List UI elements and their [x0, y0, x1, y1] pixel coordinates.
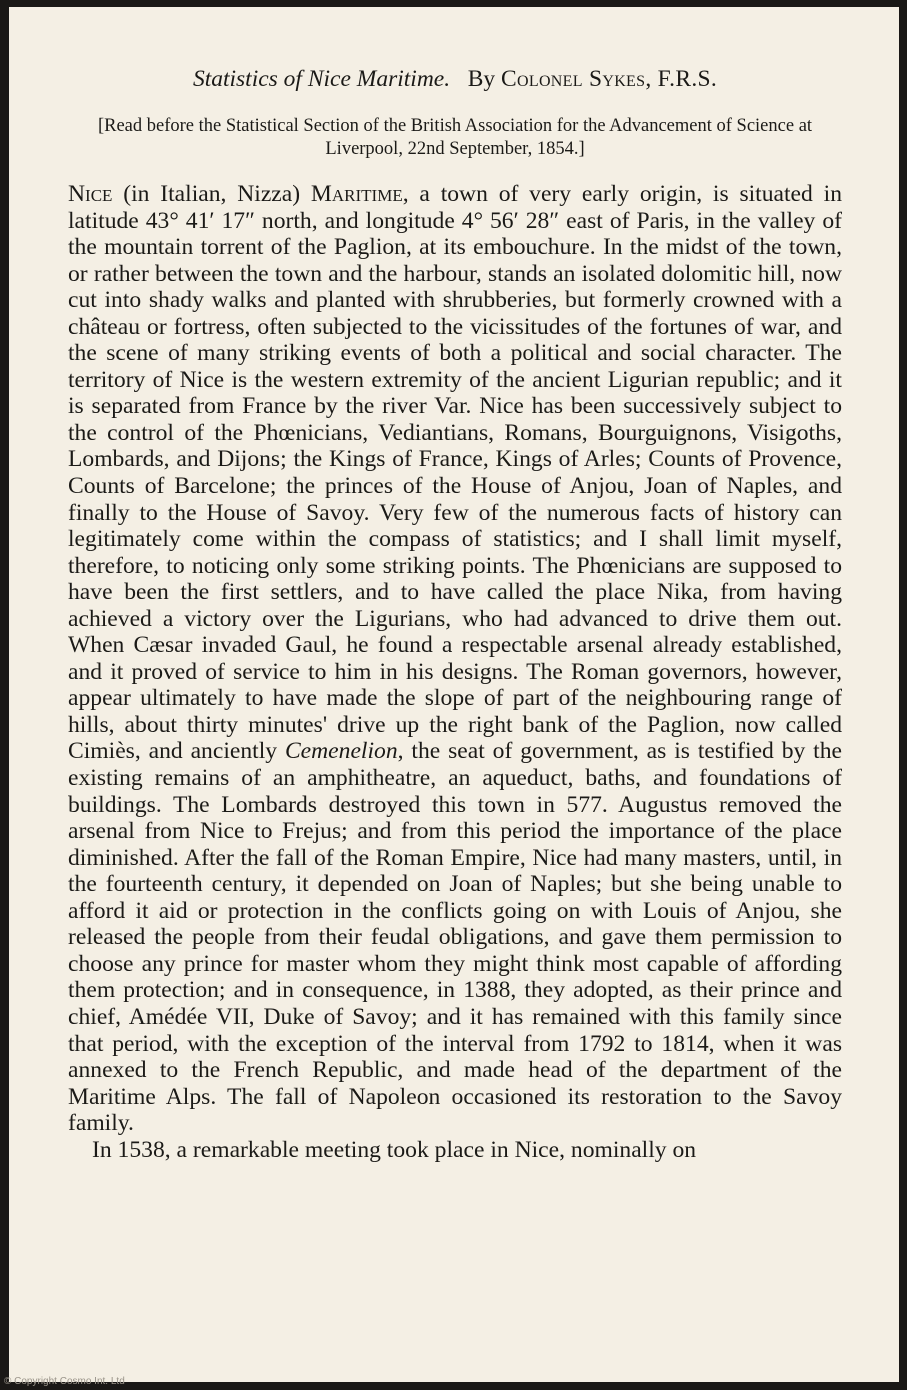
paragraph-1-part-1: (in Italian, Nizza)	[112, 181, 311, 207]
title-by: By	[467, 66, 496, 92]
italic-cemenelion: Cemenelion	[284, 738, 398, 765]
title-author: Colonel Sykes, F.R.S.	[501, 66, 718, 92]
read-note: [Read before the Statistical Section of the British Association for the Advancement of Science at Liverpool, 22nd September, 1854.]	[97, 116, 813, 159]
copyright-notice: © Copyright Cosmo Int. Ltd	[4, 1376, 125, 1387]
paragraph-2: In 1538, a remarkable meeting took place in Nice, nominally on	[92, 1136, 697, 1163]
title-main: Statistics of Nice Maritime.	[192, 66, 451, 92]
document-page	[9, 7, 899, 1382]
paragraph-1-part-3: , the seat of government, as is testified by the existing remains of an amphitheatre, an aqueduct, baths, and foundations of buildings. The Lombards destroyed this town in 577. Augustus removed the arsenal from Nice to Frejus; and from this period the importance of the place diminished. After the fall of the Roman Empire, Nice had many masters, until, in the fourteenth century, it depended on Joan of Naples; but she being unable to afford it aid or protection in the conflicts going on with Louis of Anjou, she released the people from their feudal obligations, and gave them permission to choose any prince for master whom they might think most capable of affording them protection; and in consequence, in 1388, they adopted, as their prince and chief, Amédée VII, Duke of Savoy; and it has remained with this family since that period, with the exception of the interval from 1792 to 1814, when it was annexed to the French Republic, and made head of the department of the Maritime Alps. The fall of Napoleon occasioned its restoration to the Savoy family.	[68, 738, 843, 1137]
paragraph-1	[68, 181, 842, 1137]
paragraph-1-part-2: , a town of very early origin, is situated in latitude 43° 41′ 17″ north, and longitude 4° 56′ 28″ east of Paris, in the valley of the mountain torrent of the Paglion, at its embouchure. In the midst of the town, or rather between the town and the harbour, stands an isolated dolomitic hill, now cut into shady walks and planted with shrubberies, but formerly crowned with a château or fortress, often subjected to the vicissitudes of the fortunes of war, and the scene of many striking events of both a political and social character. The territory of Nice is the western extremity of the ancient Ligurian republic; and it is separated from France by the river Var. Nice has been successively subject to the control of the Phœnicians, Vediantians, Romans, Bourguignons, Visigoths, Lombards, and Dijons; the Kings of France, Kings of Arles; Counts of Provence, Counts of Barcelone; the princes of the House of Anjou, Joan of Naples, and finally to the House of Savoy. Very few of the numerous facts of history can legitimately come within the compass of statistics; and I shall limit myself, therefore, to noticing only some striking points. The Phœnicians are supposed to have been the first settlers, and to have called the place Nika, from having achieved a victory over the Ligurians, who had advanced to drive them out. When Cæsar invaded Gaul, he found a respectable arsenal already established, and it proved of service to him in his designs. The Roman governors, however, appear ultimately to have made the slope of part of the neighbouring range of hills, about thirty minutes' drive up the right bank of the Paglion, now called Cimiès, and anciently	[68, 181, 842, 765]
lead-word-nice: Nice	[68, 181, 113, 207]
article-content	[68, 65, 842, 1163]
article-title	[68, 65, 842, 93]
lead-word-maritime: Maritime	[310, 181, 403, 207]
